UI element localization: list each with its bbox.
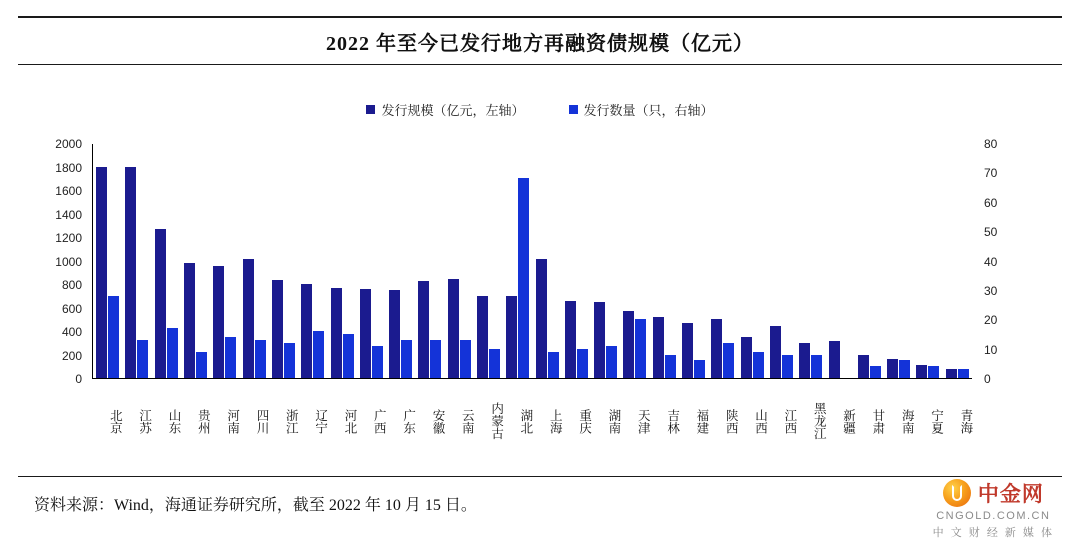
bar-group [181, 144, 210, 378]
x-tick-label-wrap [180, 382, 209, 460]
x-tick-label-wrap [943, 382, 972, 460]
bar-group [738, 144, 767, 378]
x-tick-label: 山东 [166, 408, 181, 434]
logo-tagline: 中 文 财 经 新 媒 体 [932, 527, 1054, 539]
y-tick-left: 2000 [55, 137, 82, 151]
bar-issuance-count [313, 331, 324, 378]
bar-issuance-count [811, 355, 822, 379]
x-tick-label-wrap [825, 382, 854, 460]
y-tick-right: 0 [984, 372, 991, 386]
x-tick-label: 青海 [958, 408, 973, 434]
bar-issuance-count [196, 352, 207, 378]
y-tick-left: 1000 [55, 254, 82, 269]
x-tick-label-wrap [268, 382, 297, 460]
x-tick-label-wrap [649, 382, 678, 460]
legend-item-count [569, 100, 714, 119]
x-tick-label-wrap [209, 382, 238, 460]
bar-issuance-amount [653, 317, 664, 378]
x-tick-label: 内蒙古 [489, 402, 504, 440]
bar-group [298, 144, 327, 378]
bar-issuance-amount [301, 284, 312, 378]
bar-issuance-count [723, 343, 734, 378]
y-axis-left [8, 137, 88, 386]
bar-issuance-amount [477, 296, 488, 378]
bar-issuance-amount [565, 301, 576, 378]
bar-group [767, 144, 796, 378]
x-tick-label-wrap [356, 382, 385, 460]
x-tick-label-wrap [121, 382, 150, 460]
x-tick-label-wrap [591, 382, 620, 460]
bar-group [386, 144, 415, 378]
legend-swatch-count [569, 105, 578, 114]
bar-issuance-amount [858, 355, 869, 378]
x-tick-label-wrap [415, 382, 444, 460]
x-tick-label: 广西 [372, 408, 387, 434]
y-tick-left: 800 [61, 278, 82, 292]
y-tick-left: 200 [61, 348, 82, 363]
x-tick-label: 陕西 [724, 408, 739, 434]
bar-issuance-amount [331, 288, 342, 378]
bar-issuance-amount [741, 337, 752, 378]
x-tick-label: 甘肃 [870, 408, 885, 434]
x-tick-label-wrap [503, 382, 532, 460]
x-tick-label-wrap [884, 382, 913, 460]
bar-issuance-amount [594, 302, 605, 378]
bar-issuance-count [489, 349, 500, 378]
bar-group [591, 144, 620, 378]
x-axis-categories [92, 382, 972, 460]
bar-issuance-amount [213, 266, 224, 378]
bar-group [796, 144, 825, 378]
bar-issuance-count [958, 369, 969, 378]
bar-issuance-amount [389, 290, 400, 378]
bar-group [122, 144, 151, 378]
logo-name: 中金网 [977, 482, 1044, 506]
x-tick-label-wrap [767, 382, 796, 460]
x-tick-label: 黑龙江 [812, 402, 827, 440]
bar-issuance-count [225, 337, 236, 378]
y-axis-right [976, 137, 1056, 386]
bar-group [650, 144, 679, 378]
y-tick-left: 400 [61, 325, 82, 339]
x-tick-label-wrap [679, 382, 708, 460]
x-tick-label: 宁夏 [929, 408, 944, 434]
bar-group [210, 144, 239, 378]
bar-issuance-amount [155, 229, 166, 378]
bar-issuance-count [460, 340, 471, 378]
y-tick-right: 20 [984, 313, 998, 328]
bar-issuance-count [870, 366, 881, 378]
chart-legend [0, 100, 1080, 119]
bar-issuance-count [665, 355, 676, 379]
x-tick-label: 江苏 [137, 408, 152, 434]
bar-group [532, 144, 561, 378]
bar-group [679, 144, 708, 378]
bar-group [239, 144, 268, 378]
bar-issuance-amount [536, 259, 547, 378]
plot-area [92, 144, 972, 379]
bar-group [884, 144, 913, 378]
x-tick-label: 广东 [401, 408, 416, 434]
bar-issuance-count [108, 296, 119, 378]
bar-group [562, 144, 591, 378]
bar-issuance-amount [96, 167, 107, 379]
y-tick-left: 1800 [55, 160, 82, 175]
bar-issuance-count [137, 340, 148, 378]
x-tick-label: 天津 [636, 408, 651, 434]
bar-group [357, 144, 386, 378]
x-tick-label-wrap [239, 382, 268, 460]
x-tick-label-wrap [473, 382, 502, 460]
bar-issuance-amount [799, 343, 810, 378]
site-logo [933, 478, 1054, 540]
y-tick-right: 60 [984, 195, 998, 210]
bar-issuance-count [167, 328, 178, 378]
source-note: 资料来源：Wind，海通证券研究所，截至 2022 年 10 月 15 日。 [34, 497, 477, 514]
bar-issuance-count [372, 346, 383, 378]
bar-group [943, 144, 972, 378]
bar-group [855, 144, 884, 378]
bar-group [327, 144, 356, 378]
x-tick-label: 河北 [342, 408, 357, 434]
bar-issuance-amount [418, 281, 429, 378]
x-tick-label-wrap [297, 382, 326, 460]
x-tick-label-wrap [855, 382, 884, 460]
x-tick-label: 河南 [225, 408, 240, 434]
x-tick-label: 上海 [548, 408, 563, 434]
logo-domain: CNGOLD.COM.CN [936, 510, 1051, 522]
logo-row [943, 478, 1044, 508]
bar-group [913, 144, 942, 378]
bar-series-container [93, 144, 972, 378]
bar-issuance-count [518, 178, 529, 378]
bar-issuance-amount [360, 289, 371, 378]
title-band [18, 16, 1062, 65]
bar-issuance-amount [946, 369, 957, 378]
bar-group [152, 144, 181, 378]
footer-divider [18, 476, 1062, 477]
y-tick-right: 40 [984, 254, 998, 269]
x-tick-label: 浙江 [284, 408, 299, 434]
bar-issuance-amount [448, 279, 459, 378]
y-tick-left: 1400 [55, 207, 82, 222]
x-tick-label: 云南 [460, 408, 475, 434]
legend-label-count: 发行数量（只，右轴） [583, 103, 714, 118]
bar-group [93, 144, 122, 378]
bar-issuance-amount [272, 280, 283, 378]
bar-group [415, 144, 444, 378]
x-tick-label: 山西 [753, 408, 768, 434]
y-tick-right: 80 [984, 137, 998, 151]
bar-issuance-amount [506, 296, 517, 378]
x-tick-label: 福建 [694, 408, 709, 434]
bar-issuance-count [753, 352, 764, 378]
bar-issuance-count [401, 340, 412, 378]
x-tick-label-wrap [561, 382, 590, 460]
x-tick-label-wrap [737, 382, 766, 460]
page-title: 2022 年至今已发行地方再融资债规模（亿元） [326, 32, 754, 55]
x-tick-label-wrap [151, 382, 180, 460]
x-tick-label: 四川 [254, 408, 269, 434]
bar-issuance-count [928, 366, 939, 378]
x-tick-label-wrap [92, 382, 121, 460]
x-tick-label: 重庆 [577, 408, 592, 434]
x-tick-label: 海南 [900, 408, 915, 434]
x-tick-label-wrap [620, 382, 649, 460]
bar-issuance-amount [829, 341, 840, 378]
bar-issuance-count [577, 349, 588, 378]
legend-swatch-amount [366, 105, 375, 114]
x-tick-label-wrap [327, 382, 356, 460]
bar-issuance-count [255, 340, 266, 378]
y-tick-right: 50 [984, 225, 998, 240]
bar-issuance-amount [682, 323, 693, 378]
x-tick-label: 安徽 [430, 408, 445, 434]
bar-issuance-count [694, 360, 705, 378]
bar-group [825, 144, 854, 378]
x-tick-label-wrap [796, 382, 825, 460]
x-tick-label: 辽宁 [313, 408, 328, 434]
bar-issuance-amount [887, 359, 898, 378]
x-tick-label-wrap [444, 382, 473, 460]
bar-issuance-amount [770, 326, 781, 378]
x-tick-label: 北京 [108, 408, 123, 434]
x-tick-label-wrap [385, 382, 414, 460]
bar-group [269, 144, 298, 378]
bar-issuance-amount [623, 311, 634, 378]
x-tick-label-wrap [913, 382, 942, 460]
y-tick-right: 10 [984, 342, 998, 357]
bar-issuance-count [343, 334, 354, 378]
bar-issuance-count [782, 355, 793, 379]
bar-issuance-count [899, 360, 910, 378]
bar-group [503, 144, 532, 378]
legend-label-amount: 发行规模（亿元，左轴） [381, 103, 525, 118]
y-tick-left: 600 [61, 301, 82, 316]
legend-item-amount [366, 100, 524, 119]
bar-group [474, 144, 503, 378]
x-tick-label: 江西 [782, 408, 797, 434]
x-tick-label: 吉林 [665, 408, 680, 434]
y-tick-left: 0 [75, 372, 82, 386]
x-tick-label-wrap [708, 382, 737, 460]
bar-group [620, 144, 649, 378]
cngold-logo-icon [943, 479, 971, 507]
y-tick-right: 70 [984, 166, 998, 181]
bar-issuance-count [548, 352, 559, 378]
x-tick-label: 湖南 [606, 408, 621, 434]
bar-issuance-amount [243, 259, 254, 378]
x-tick-label-wrap [532, 382, 561, 460]
chart-area [0, 132, 1080, 440]
bar-issuance-amount [184, 263, 195, 378]
bar-issuance-amount [125, 167, 136, 379]
x-tick-label: 湖北 [518, 408, 533, 434]
bar-issuance-amount [711, 319, 722, 378]
x-tick-label: 新疆 [841, 408, 856, 434]
bar-issuance-count [430, 340, 441, 378]
bar-issuance-count [606, 346, 617, 378]
y-tick-right: 30 [984, 283, 998, 298]
bar-group [708, 144, 737, 378]
y-tick-left: 1600 [55, 184, 82, 198]
x-tick-label: 贵州 [196, 408, 211, 434]
bar-issuance-amount [916, 365, 927, 378]
y-tick-left: 1200 [55, 231, 82, 245]
bar-issuance-count [284, 343, 295, 378]
bar-group [445, 144, 474, 378]
bar-issuance-count [635, 319, 646, 378]
